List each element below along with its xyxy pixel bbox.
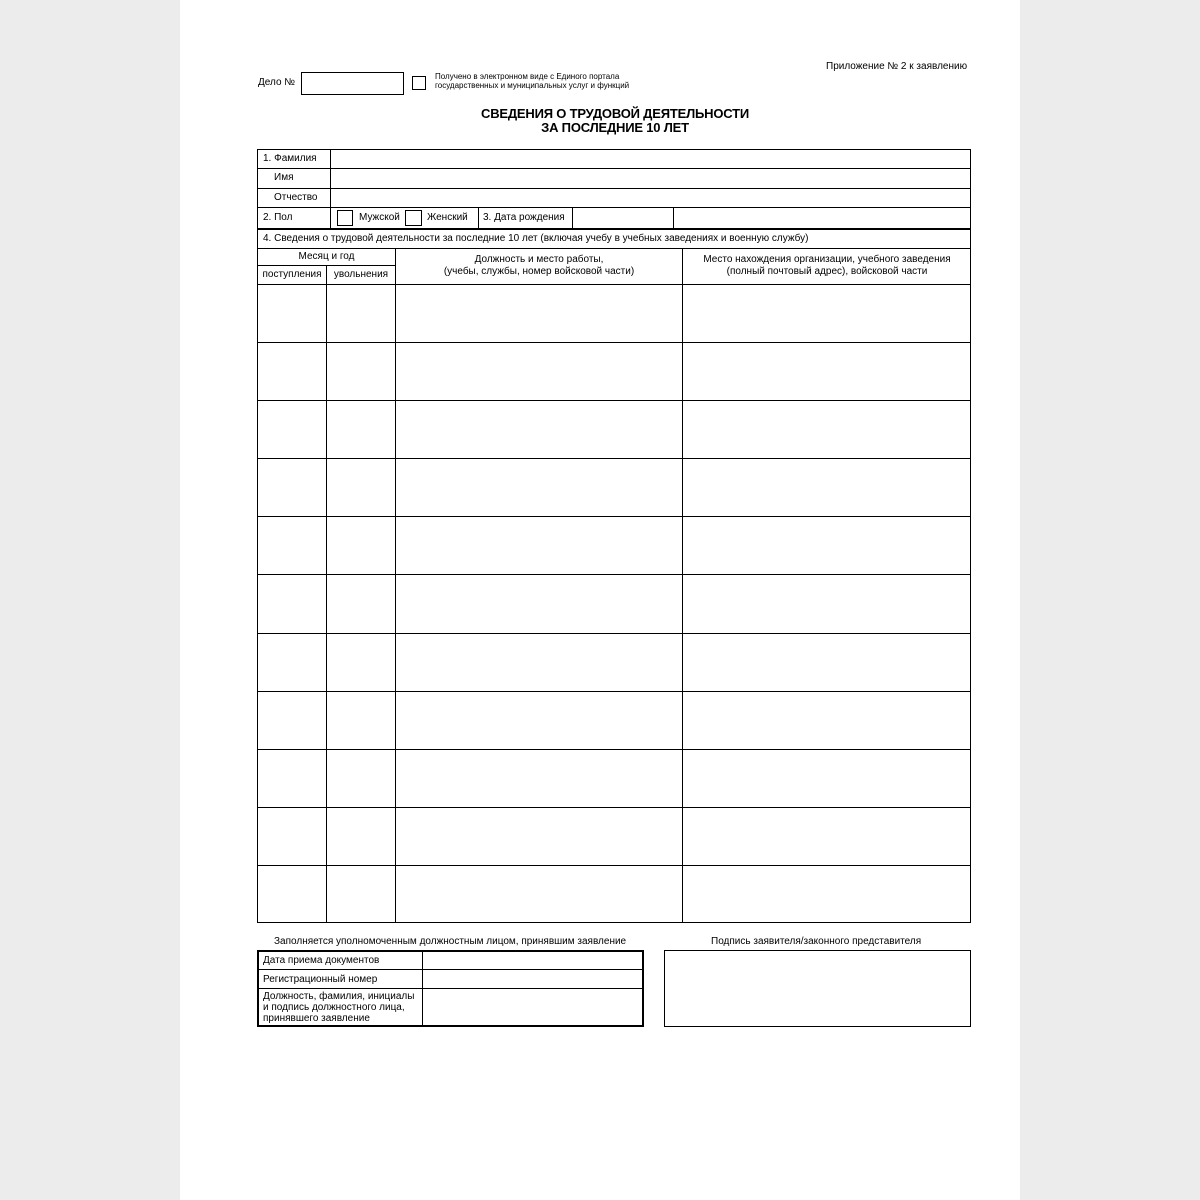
official-label-line2: и подпись должностного лица,	[263, 1002, 405, 1013]
work-cell-end[interactable]	[327, 808, 395, 864]
work-cell-start[interactable]	[258, 343, 326, 399]
official-label-line3: принявшего заявление	[263, 1013, 370, 1024]
work-cell-location[interactable]	[683, 343, 971, 399]
receipt-date-field[interactable]	[424, 952, 642, 969]
row-divider	[257, 248, 971, 249]
surname-field[interactable]	[331, 150, 970, 168]
work-cell-end[interactable]	[327, 866, 395, 922]
start-header: поступления	[262, 269, 322, 280]
position-header-line2: (учебы, службы, номер войсковой части)	[443, 266, 635, 277]
work-cell-start[interactable]	[258, 808, 326, 864]
column-divider	[478, 207, 479, 229]
work-cell-location[interactable]	[683, 808, 971, 864]
work-cell-position[interactable]	[396, 401, 682, 457]
work-cell-location[interactable]	[683, 575, 971, 631]
work-cell-location[interactable]	[683, 459, 971, 515]
work-cell-start[interactable]	[258, 517, 326, 573]
case-number-label: Дело №	[258, 77, 296, 88]
work-cell-end[interactable]	[327, 285, 395, 341]
work-cell-start[interactable]	[258, 634, 326, 690]
patronymic-label: Отчество	[274, 192, 318, 203]
birthdate-field[interactable]	[573, 208, 673, 229]
work-cell-position[interactable]	[396, 692, 682, 748]
electronic-note-line2: государственных и муниципальных услуг и функций	[435, 81, 630, 90]
work-cell-end[interactable]	[327, 343, 395, 399]
appendix-note: Приложение № 2 к заявлению	[826, 61, 968, 72]
work-cell-position[interactable]	[396, 343, 682, 399]
case-number-field[interactable]	[301, 72, 404, 95]
work-cell-location[interactable]	[683, 692, 971, 748]
work-cell-location[interactable]	[683, 285, 971, 341]
name-label: Имя	[274, 172, 294, 183]
work-cell-start[interactable]	[258, 285, 326, 341]
location-header-line1: Место нахождения организации, учебного заведения	[703, 254, 951, 265]
work-cell-position[interactable]	[396, 459, 682, 515]
gender-label: 2. Пол	[263, 212, 293, 223]
reg-number-label: Регистрационный номер	[263, 974, 378, 985]
official-name-label	[263, 991, 414, 1024]
position-header-line1: Должность и место работы,	[474, 254, 604, 265]
surname-label: 1. Фамилия	[263, 153, 317, 164]
work-cell-location[interactable]	[683, 401, 971, 457]
work-cell-end[interactable]	[327, 634, 395, 690]
end-header: увольнения	[333, 269, 389, 280]
row-divider	[257, 265, 395, 266]
work-cell-end[interactable]	[327, 692, 395, 748]
patronymic-field[interactable]	[331, 189, 970, 207]
work-cell-end[interactable]	[327, 459, 395, 515]
work-cell-start[interactable]	[258, 866, 326, 922]
work-cell-start[interactable]	[258, 575, 326, 631]
female-label: Женский	[427, 212, 468, 223]
male-checkbox[interactable]	[337, 210, 353, 226]
work-cell-position[interactable]	[396, 285, 682, 341]
document-title	[380, 107, 850, 135]
electronic-checkbox[interactable]	[412, 76, 426, 90]
title-line2: ЗА ПОСЛЕДНИЕ 10 ЛЕТ	[541, 120, 689, 135]
column-divider	[330, 207, 331, 229]
work-cell-position[interactable]	[396, 634, 682, 690]
male-label: Мужской	[359, 212, 400, 223]
work-cell-start[interactable]	[258, 459, 326, 515]
reg-number-field[interactable]	[424, 970, 642, 988]
work-cell-position[interactable]	[396, 808, 682, 864]
electronic-note-line1: Получено в электронном виде с Единого портала	[435, 72, 620, 81]
name-field[interactable]	[331, 169, 970, 188]
month-year-header: Месяц и год	[298, 251, 355, 262]
work-cell-position[interactable]	[396, 866, 682, 922]
official-field[interactable]	[424, 989, 642, 1025]
official-label-line1: Должность, фамилия, инициалы	[263, 991, 415, 1002]
location-header	[683, 254, 971, 278]
column-divider	[673, 207, 674, 229]
official-caption: Заполняется уполномоченным должностным лицом, принявшим заявление	[274, 936, 627, 947]
electronic-note	[435, 72, 629, 90]
female-checkbox[interactable]	[405, 210, 422, 226]
work-cell-location[interactable]	[683, 866, 971, 922]
work-cell-end[interactable]	[327, 750, 395, 806]
work-cell-location[interactable]	[683, 750, 971, 806]
document-page	[180, 0, 1020, 1200]
work-section-label: 4. Сведения о трудовой деятельности за последние 10 лет (включая учебу в учебных заведениях и военную службу)	[263, 233, 809, 244]
work-cell-position[interactable]	[396, 517, 682, 573]
work-cell-end[interactable]	[327, 517, 395, 573]
work-cell-location[interactable]	[683, 634, 971, 690]
work-cell-start[interactable]	[258, 401, 326, 457]
work-cell-start[interactable]	[258, 750, 326, 806]
column-divider	[422, 950, 423, 1027]
work-cell-position[interactable]	[396, 575, 682, 631]
signature-caption: Подпись заявителя/законного представителя	[711, 936, 922, 947]
work-cell-end[interactable]	[327, 575, 395, 631]
receipt-date-label: Дата приема документов	[263, 955, 380, 966]
title-line1: СВЕДЕНИЯ О ТРУДОВОЙ ДЕЯТЕЛЬНОСТИ	[481, 106, 749, 121]
work-cell-position[interactable]	[396, 750, 682, 806]
position-header	[396, 254, 682, 278]
work-cell-location[interactable]	[683, 517, 971, 573]
birthdate-label: 3. Дата рождения	[483, 212, 565, 223]
work-cell-start[interactable]	[258, 692, 326, 748]
location-header-line2: (полный почтовый адрес), войсковой части	[726, 266, 928, 277]
work-cell-end[interactable]	[327, 401, 395, 457]
signature-box[interactable]	[664, 950, 971, 1027]
